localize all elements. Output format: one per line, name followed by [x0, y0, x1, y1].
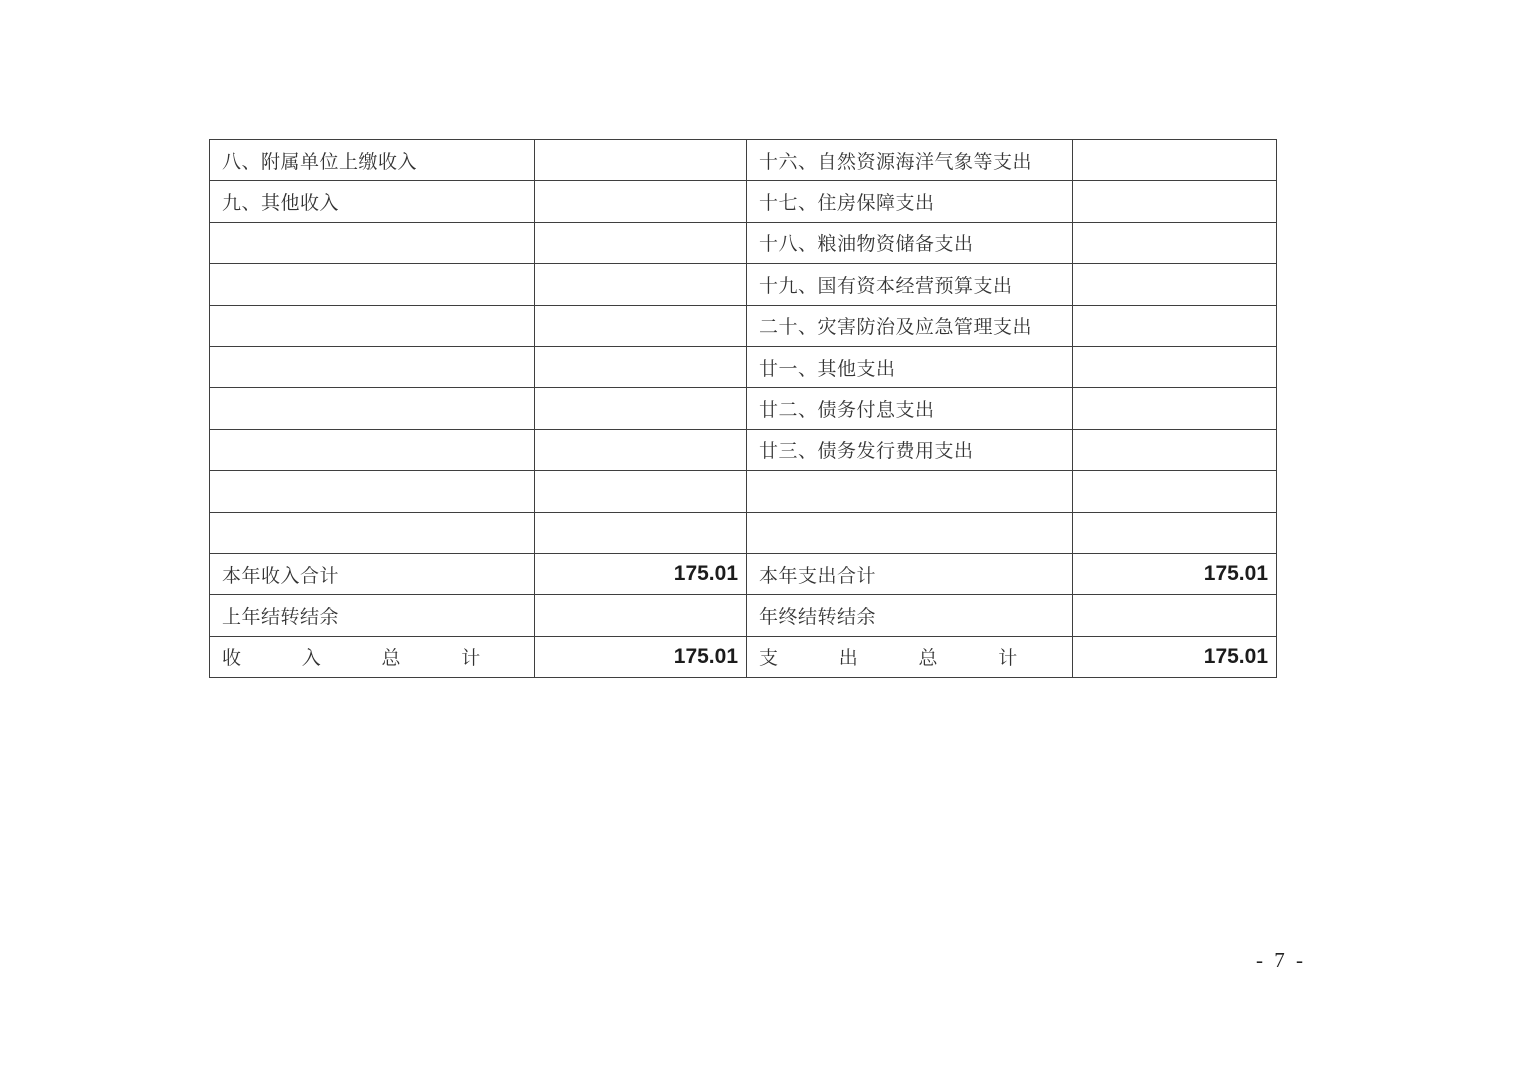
income-item-cell	[210, 222, 535, 263]
table-row	[210, 346, 1277, 387]
expense-amount-cell	[1073, 512, 1277, 553]
table-row	[210, 512, 1277, 553]
expense-amount-cell	[1073, 471, 1277, 512]
expense-item-cell: 廿二、债务付息支出	[747, 388, 1073, 429]
income-amount-cell	[535, 471, 747, 512]
expense-amount-cell	[1073, 595, 1277, 636]
expense-item-cell	[747, 512, 1073, 553]
table-row	[210, 388, 1277, 429]
income-item-cell: 上年结转结余	[210, 595, 535, 636]
income-amount-cell	[535, 595, 747, 636]
expense-amount-cell	[1073, 388, 1277, 429]
income-item-cell	[210, 305, 535, 346]
table-row	[210, 305, 1277, 346]
expense-item-cell: 二十、灾害防治及应急管理支出	[747, 305, 1073, 346]
income-item-cell	[210, 264, 535, 305]
table-row	[210, 140, 1277, 181]
expense-total-label-cell: 支 出 总 计	[747, 636, 1073, 677]
table-row	[210, 222, 1277, 263]
income-total-amount-cell: 175.01	[535, 636, 747, 677]
expense-item-cell: 年终结转结余	[747, 595, 1073, 636]
expense-total-amount-cell: 175.01	[1073, 636, 1277, 677]
expense-item-cell: 廿三、债务发行费用支出	[747, 429, 1073, 470]
table-row	[210, 181, 1277, 222]
expense-amount-cell	[1073, 346, 1277, 387]
expense-amount-cell: 175.01	[1073, 553, 1277, 594]
income-amount-cell	[535, 429, 747, 470]
income-item-cell	[210, 346, 535, 387]
income-amount-cell	[535, 181, 747, 222]
expense-amount-cell	[1073, 140, 1277, 181]
income-amount-cell	[535, 305, 747, 346]
income-item-cell	[210, 388, 535, 429]
table-row	[210, 429, 1277, 470]
expense-item-cell: 十六、自然资源海洋气象等支出	[747, 140, 1073, 181]
table-row	[210, 471, 1277, 512]
expense-item-cell: 十九、国有资本经营预算支出	[747, 264, 1073, 305]
income-amount-cell	[535, 512, 747, 553]
income-item-cell: 九、其他收入	[210, 181, 535, 222]
table-row-income-subtotal	[210, 553, 1277, 594]
expense-item-cell: 十八、粮油物资储备支出	[747, 222, 1073, 263]
expense-amount-cell	[1073, 222, 1277, 263]
income-item-cell: 本年收入合计	[210, 553, 535, 594]
table-row	[210, 264, 1277, 305]
income-item-cell: 八、附属单位上缴收入	[210, 140, 535, 181]
expense-amount-cell	[1073, 264, 1277, 305]
table-row-carryover	[210, 595, 1277, 636]
income-total-label-cell: 收 入 总 计	[210, 636, 535, 677]
table-row-grand-total	[210, 636, 1277, 677]
income-item-cell	[210, 429, 535, 470]
expense-amount-cell	[1073, 429, 1277, 470]
income-amount-cell	[535, 264, 747, 305]
expense-amount-cell	[1073, 181, 1277, 222]
income-amount-cell: 175.01	[535, 553, 747, 594]
income-amount-cell	[535, 388, 747, 429]
expense-item-cell: 本年支出合计	[747, 553, 1073, 594]
expense-item-cell: 十七、住房保障支出	[747, 181, 1073, 222]
page-number: - 7 -	[1256, 948, 1306, 972]
income-amount-cell	[535, 222, 747, 263]
income-item-cell	[210, 512, 535, 553]
expense-item-cell	[747, 471, 1073, 512]
expense-amount-cell	[1073, 305, 1277, 346]
income-item-cell	[210, 471, 535, 512]
income-amount-cell	[535, 346, 747, 387]
expense-item-cell: 廿一、其他支出	[747, 346, 1073, 387]
income-amount-cell	[535, 140, 747, 181]
budget-table	[209, 139, 1277, 678]
